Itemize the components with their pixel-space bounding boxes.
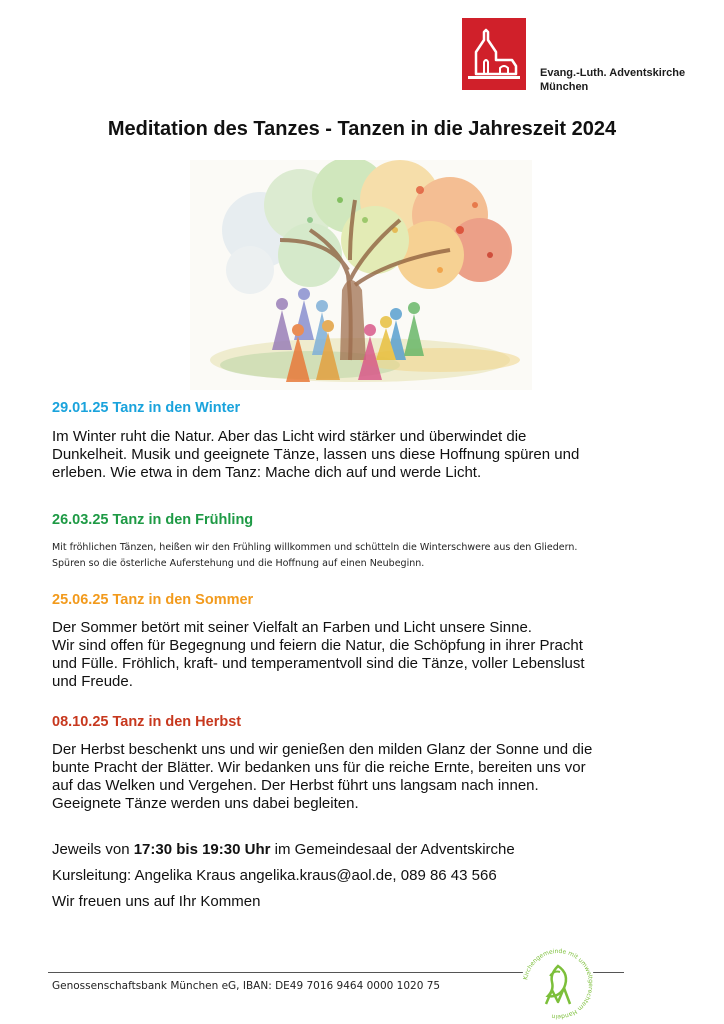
schedule-prefix: Jeweils von <box>52 841 134 858</box>
autumn-heading: 08.10.25 Tanz in den Herbst <box>52 714 242 730</box>
org-name-line2: München <box>540 81 589 93</box>
text-line: Im Winter ruht die Natur. Aber das Licht wird stärker und überwindet die <box>52 428 527 445</box>
text-line: Der Herbst beschenkt uns und wir genießen den milden Glanz der Sonne und die <box>52 741 593 758</box>
text-line: Der Sommer betört mit seiner Vielfalt an Farben und Licht unsere Sinne. <box>52 619 532 636</box>
autumn-text <box>52 741 682 813</box>
bank-details: Genossenschaftsbank München eG, IBAN: DE49 7016 9464 0000 1020 75 <box>52 980 441 992</box>
text-line: und Fülle. Fröhlich, kraft- und temperamentvoll sind die Tänze, voller Lebenslust <box>52 655 585 672</box>
winter-heading: 29.01.25 Tanz in den Winter <box>52 400 241 416</box>
church-logo <box>462 18 526 90</box>
text-line: Mit fröhlichen Tänzen, heißen wir den Frühling willkommen und schütteln die Winterschwere aus den Gliedern. <box>52 542 578 553</box>
text-line: Spüren so die österliche Auferstehung und die Hoffnung auf einen Neubeginn. <box>52 558 425 569</box>
text-line: Wir sind offen für Begegnung und feiern die Natur, die Schöpfung in ihrer Pracht <box>52 637 583 654</box>
text-line: Geeignete Tänze werden uns dabei begleiten. <box>52 795 359 812</box>
spring-heading: 26.03.25 Tanz in den Frühling <box>52 512 254 528</box>
tree-dancers-illustration <box>190 160 532 390</box>
schedule-suffix: im Gemeindesaal der Adventskirche <box>270 841 515 858</box>
church-icon <box>462 18 526 90</box>
text-line: auf das Welken und Vergehen. Der Herbst führt uns langsam nach innen. <box>52 777 539 794</box>
seal-arc-text: Kirchengemeinde mit umweltgerechtem Handeln <box>522 947 595 1021</box>
environment-seal-icon <box>518 944 598 1024</box>
org-name <box>540 66 685 94</box>
org-name-line1: Evang.-Luth. Adventskirche <box>540 67 686 79</box>
spring-text <box>52 540 682 572</box>
page-title: Meditation des Tanzes - Tanzen in die Jahreszeit 2024 <box>107 118 617 140</box>
summer-heading: 25.06.25 Tanz in den Sommer <box>52 592 254 608</box>
schedule-line <box>52 841 515 858</box>
winter-text <box>52 428 682 482</box>
closing-line: Wir freuen uns auf Ihr Kommen <box>52 893 261 910</box>
text-line: erleben. Wie etwa in dem Tanz: Mache dich auf und werde Licht. <box>52 464 482 481</box>
schedule-time: 17:30 bis 19:30 Uhr <box>133 841 271 858</box>
leader-line: Kursleitung: Angelika Kraus angelika.kraus@aol.de, 089 86 43 566 <box>52 867 497 884</box>
summer-text <box>52 619 682 691</box>
text-line: Dunkelheit. Musik und geeignete Tänze, lassen uns diese Hoffnung spüren und <box>52 446 580 463</box>
text-line: bunte Pracht der Blätter. Wir bedanken uns für die reiche Ernte, bereiten uns vor <box>52 759 586 776</box>
text-line: und Freude. <box>52 673 133 690</box>
